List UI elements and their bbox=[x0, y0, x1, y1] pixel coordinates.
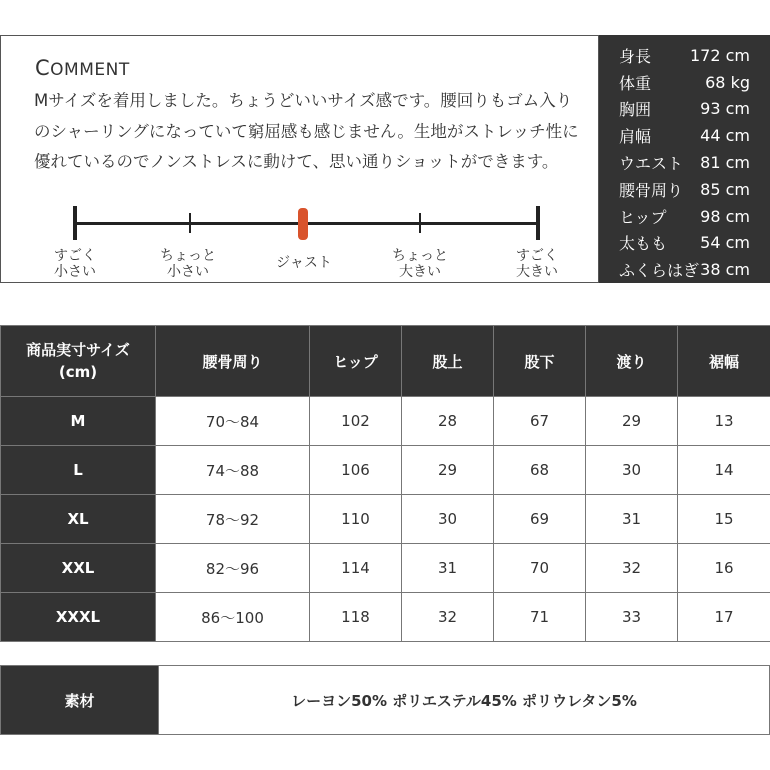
measure-row-shoulder bbox=[599, 122, 770, 149]
header-hip: ヒップ bbox=[310, 326, 402, 397]
table-cell: 74～88 bbox=[156, 446, 310, 495]
size-cell: XXL bbox=[1, 544, 156, 593]
fit-scale-tick bbox=[189, 213, 191, 233]
table-cell: 71 bbox=[494, 593, 586, 642]
table-cell: 70 bbox=[494, 544, 586, 593]
material-value: レーヨン50% ポリエステル45% ポリウレタン5% bbox=[159, 666, 770, 735]
table-cell: 31 bbox=[402, 544, 494, 593]
material-label: 素材 bbox=[1, 666, 159, 735]
fit-scale-end-right bbox=[536, 206, 540, 240]
table-cell: 68 bbox=[494, 446, 586, 495]
measure-row-thigh bbox=[599, 230, 770, 257]
comment-title-initial: C bbox=[35, 56, 51, 80]
measure-value: 44 cm bbox=[700, 126, 750, 146]
measure-label: 身長 bbox=[619, 46, 652, 66]
measure-row-waist bbox=[599, 149, 770, 176]
measure-value: 38 cm bbox=[700, 260, 750, 280]
table-row bbox=[1, 495, 770, 544]
measure-label: 太もも bbox=[619, 234, 668, 254]
table-cell: 17 bbox=[678, 593, 770, 642]
measure-label: 肩幅 bbox=[619, 127, 652, 147]
table-cell: 32 bbox=[402, 593, 494, 642]
table-row bbox=[1, 397, 770, 446]
model-measurements bbox=[599, 35, 770, 283]
measure-row-hip bbox=[599, 203, 770, 230]
header-hem: 裾幅 bbox=[678, 326, 770, 397]
measure-row-height bbox=[599, 42, 770, 69]
size-cell: L bbox=[1, 446, 156, 495]
table-cell: 106 bbox=[310, 446, 402, 495]
table-cell: 82～96 bbox=[156, 544, 310, 593]
size-cell: XL bbox=[1, 495, 156, 544]
fit-scale-marker bbox=[298, 208, 308, 240]
measure-label: 腰骨周り bbox=[619, 180, 684, 200]
fit-scale-end-left bbox=[73, 206, 77, 240]
comment-text: Mサイズを着用しました。ちょうどいいサイズ感です。腰回りもゴム入りのシャーリングになっていて窮屈感も感じません。生地がストレッチ性に優れているのでノンストレスに動けて、思い通りショットができます。 bbox=[34, 91, 579, 171]
table-cell: 70～84 bbox=[156, 397, 310, 446]
table-cell: 86～100 bbox=[156, 593, 310, 642]
measure-label: ヒップ bbox=[619, 207, 667, 227]
measure-row-chest bbox=[599, 96, 770, 123]
table-cell: 33 bbox=[586, 593, 678, 642]
size-cell: M bbox=[1, 397, 156, 446]
table-cell: 30 bbox=[586, 446, 678, 495]
measure-row-calf bbox=[599, 256, 770, 283]
measure-value: 81 cm bbox=[700, 153, 750, 173]
measure-value: 54 cm bbox=[700, 233, 750, 253]
header-rise: 股上 bbox=[402, 326, 494, 397]
table-cell: 110 bbox=[310, 495, 402, 544]
measure-label: ふくらはぎ bbox=[619, 261, 700, 281]
table-cell: 114 bbox=[310, 544, 402, 593]
table-row bbox=[1, 544, 770, 593]
fit-label-slightly-large: ちょっと 大きい bbox=[392, 248, 448, 280]
measure-value: 85 cm bbox=[700, 179, 750, 199]
measure-value: 68 kg bbox=[705, 72, 750, 92]
material-table bbox=[0, 665, 770, 735]
table-cell: 29 bbox=[402, 446, 494, 495]
fit-label-very-small: すごく 小さい bbox=[54, 248, 96, 280]
measure-row-weight bbox=[599, 69, 770, 96]
fit-label-very-large: すごく 大きい bbox=[516, 248, 558, 280]
table-cell: 102 bbox=[310, 397, 402, 446]
measure-value: 98 cm bbox=[700, 206, 750, 226]
table-cell: 67 bbox=[494, 397, 586, 446]
size-table-header bbox=[1, 326, 770, 397]
table-cell: 29 bbox=[586, 397, 678, 446]
fit-label-just: ジャスト bbox=[276, 255, 332, 271]
table-cell: 16 bbox=[678, 544, 770, 593]
measure-label: 体重 bbox=[619, 73, 652, 93]
material-row bbox=[1, 666, 770, 735]
table-cell: 15 bbox=[678, 495, 770, 544]
fit-label-slightly-small: ちょっと 小さい bbox=[160, 248, 216, 280]
table-cell: 69 bbox=[494, 495, 586, 544]
fit-scale-tick bbox=[419, 213, 421, 233]
measure-row-hipbone bbox=[599, 176, 770, 203]
measure-value: 93 cm bbox=[700, 99, 750, 119]
table-row bbox=[1, 446, 770, 495]
header-hipbone: 腰骨周り bbox=[156, 326, 310, 397]
table-cell: 31 bbox=[586, 495, 678, 544]
table-row bbox=[1, 593, 770, 642]
header-thigh: 渡り bbox=[586, 326, 678, 397]
table-cell: 13 bbox=[678, 397, 770, 446]
table-cell: 118 bbox=[310, 593, 402, 642]
header-inseam: 股下 bbox=[494, 326, 586, 397]
comment-box bbox=[0, 35, 599, 283]
size-cell: XXXL bbox=[1, 593, 156, 642]
measure-label: ウエスト bbox=[619, 154, 684, 174]
measure-label: 胸囲 bbox=[619, 100, 652, 120]
header-size: 商品実寸サイズ (cm) bbox=[1, 326, 156, 397]
size-table bbox=[0, 325, 770, 642]
table-cell: 78～92 bbox=[156, 495, 310, 544]
table-cell: 28 bbox=[402, 397, 494, 446]
table-cell: 14 bbox=[678, 446, 770, 495]
measure-value: 172 cm bbox=[689, 45, 750, 65]
table-cell: 30 bbox=[402, 495, 494, 544]
fit-scale bbox=[1, 36, 600, 284]
comment-title-rest: OMMENT bbox=[50, 60, 130, 80]
table-cell: 32 bbox=[586, 544, 678, 593]
